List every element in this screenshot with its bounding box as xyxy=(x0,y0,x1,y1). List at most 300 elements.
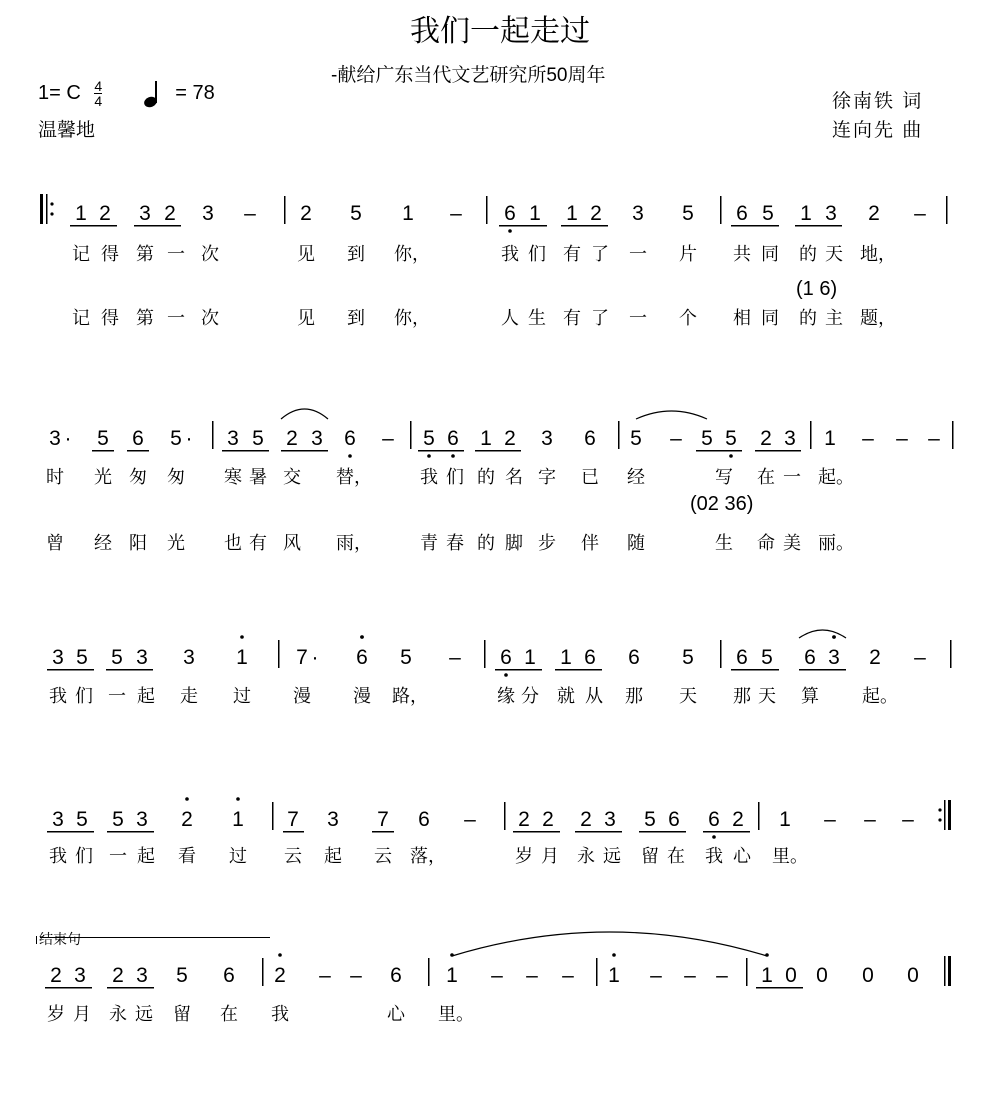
barline xyxy=(946,196,948,224)
barline xyxy=(486,196,488,224)
quarter-note-icon xyxy=(144,81,160,107)
high-octave-dot xyxy=(240,635,244,639)
low-octave-dot xyxy=(427,454,431,458)
jianpu-note: 1 xyxy=(402,202,414,225)
underline-beam xyxy=(127,450,149,452)
jianpu-note: 2 xyxy=(300,202,312,225)
lyric-syllable: 阳 xyxy=(129,533,147,553)
lyric-syllable: 第 xyxy=(136,308,154,328)
lyric-syllable: 暑 xyxy=(249,467,267,487)
lyric-syllable: 起。 xyxy=(818,467,854,487)
lyric-syllable: 名 xyxy=(505,467,523,487)
jianpu-note: 6 xyxy=(628,646,640,669)
lyric-syllable: 留 xyxy=(173,1004,191,1024)
lyric-syllable: 风 xyxy=(283,533,301,553)
jianpu-note: – xyxy=(562,964,574,987)
lyric-syllable: 里。 xyxy=(772,846,808,866)
jianpu-note: 1 xyxy=(566,202,578,225)
lyric-syllable: 一 xyxy=(167,308,185,328)
jianpu-note: – xyxy=(449,646,461,669)
lyric-syllable: 了 xyxy=(591,308,609,328)
lyric-syllable: 漫 xyxy=(293,686,311,706)
jianpu-note: – xyxy=(684,964,696,987)
lyric-syllable: 路， xyxy=(392,686,428,706)
lyric-syllable: 记 xyxy=(72,308,90,328)
jianpu-note: 7 xyxy=(296,646,308,669)
jianpu-note: 6 xyxy=(132,427,144,450)
jianpu-note: – xyxy=(382,427,394,450)
underline-beam xyxy=(222,450,269,452)
lyric-syllable: 就 xyxy=(557,686,575,706)
jianpu-note: 0 xyxy=(862,964,874,987)
lyric-syllable: 雨， xyxy=(336,533,372,553)
lyric-syllable: 到 xyxy=(347,244,365,264)
lyric-syllable: 伴 xyxy=(581,533,599,553)
lyric-syllable: 步 xyxy=(538,533,556,553)
jianpu-note: 6 xyxy=(668,808,680,831)
jianpu-note: 2 xyxy=(181,808,193,831)
lyric-syllable: 天 xyxy=(825,244,843,264)
repeat-end-barline xyxy=(944,800,946,830)
jianpu-note: 2 xyxy=(504,427,516,450)
lyric-syllable: 到 xyxy=(347,308,365,328)
lyric-syllable: 相 xyxy=(733,308,751,328)
jianpu-note: – xyxy=(914,646,926,669)
jianpu-note: 2 xyxy=(112,964,124,987)
underline-beam xyxy=(795,225,842,227)
lyric-syllable: 远 xyxy=(135,1004,153,1024)
jianpu-note: · xyxy=(311,646,319,669)
alternate-notes: (1 6) xyxy=(796,278,838,300)
lyrics-verse-1 xyxy=(0,240,1000,270)
underline-beam xyxy=(70,225,117,227)
jianpu-note: · xyxy=(64,427,72,450)
jianpu-note: 2 xyxy=(590,202,602,225)
jianpu-note: 6 xyxy=(447,427,459,450)
lyric-syllable: 岁 xyxy=(47,1004,65,1024)
jianpu-note: 0 xyxy=(785,964,797,987)
jianpu-note: 7 xyxy=(377,808,389,831)
jianpu-note: 3 xyxy=(52,646,64,669)
tempo-value: = 78 xyxy=(175,81,215,104)
jianpu-note: – xyxy=(862,427,874,450)
jianpu-note: 1 xyxy=(608,964,620,987)
lyric-syllable: 交 xyxy=(283,467,301,487)
jianpu-note: 3 xyxy=(327,808,339,831)
lyric-syllable: 脚 xyxy=(505,533,523,553)
lyric-syllable: 时 xyxy=(46,467,64,487)
jianpu-note: – xyxy=(864,808,876,831)
barline xyxy=(720,640,722,668)
lyric-syllable: 过 xyxy=(229,846,247,866)
jianpu-note: 2 xyxy=(542,808,554,831)
barline xyxy=(950,640,952,668)
barline xyxy=(284,196,286,224)
jianpu-note: 2 xyxy=(286,427,298,450)
lyric-syllable: 同 xyxy=(761,308,779,328)
underline-beam xyxy=(696,450,742,452)
underline-beam xyxy=(513,831,560,833)
lyric-syllable: 过 xyxy=(233,686,251,706)
underline-beam xyxy=(755,450,801,452)
underline-beam xyxy=(731,225,779,227)
high-octave-dot xyxy=(185,797,189,801)
high-octave-dot xyxy=(832,635,836,639)
lyric-syllable: 起 xyxy=(137,846,155,866)
lyric-syllable: 们 xyxy=(75,686,93,706)
jianpu-note: 3 xyxy=(139,202,151,225)
lyric-syllable: 记 xyxy=(72,244,90,264)
barline xyxy=(212,421,214,449)
tie-slur xyxy=(799,630,846,638)
lyric-syllable: 生 xyxy=(715,533,733,553)
lyric-syllable: 漫 xyxy=(353,686,371,706)
expression-mark: 温馨地 xyxy=(38,120,96,141)
underline-beam xyxy=(756,987,803,989)
lyric-syllable: 永 xyxy=(109,1004,127,1024)
lyric-syllable: 我 xyxy=(49,846,67,866)
lyric-syllable: 题， xyxy=(860,308,896,328)
lyric-syllable: 一 xyxy=(167,244,185,264)
barline xyxy=(484,640,486,668)
low-octave-dot xyxy=(348,454,352,458)
lyric-syllable: 起 xyxy=(137,686,155,706)
barline xyxy=(262,958,264,986)
lyric-syllable: 那 xyxy=(733,686,751,706)
jianpu-note: 2 xyxy=(869,646,881,669)
lyric-syllable: 在 xyxy=(220,1004,238,1024)
lyric-syllable: 起 xyxy=(324,846,342,866)
underline-beam xyxy=(107,987,154,989)
jianpu-note: – xyxy=(350,964,362,987)
jianpu-note: 3 xyxy=(604,808,616,831)
jianpu-note: 2 xyxy=(580,808,592,831)
jianpu-note: 2 xyxy=(50,964,62,987)
lyric-syllable: 匆 xyxy=(167,467,185,487)
jianpu-note: 5 xyxy=(111,646,123,669)
lyric-syllable: 心 xyxy=(387,1004,405,1024)
jianpu-note: 5 xyxy=(423,427,435,450)
jianpu-note: 2 xyxy=(164,202,176,225)
jianpu-note: 6 xyxy=(500,646,512,669)
underline-beam xyxy=(47,669,94,671)
lyric-syllable: 起。 xyxy=(862,686,898,706)
lyrics-verse-1 xyxy=(0,842,1000,872)
lyric-syllable: 们 xyxy=(528,244,546,264)
jianpu-note: 2 xyxy=(868,202,880,225)
underline-beam xyxy=(45,987,92,989)
score-line-1 xyxy=(0,190,1000,350)
jianpu-note: – xyxy=(650,964,662,987)
underline-beam xyxy=(639,831,686,833)
score-line-4 xyxy=(0,796,1000,956)
underline-beam xyxy=(134,225,181,227)
lyric-syllable: 心 xyxy=(733,846,751,866)
jianpu-note: 6 xyxy=(736,202,748,225)
score-line-5 xyxy=(0,952,1000,1112)
lyric-syllable: 共 xyxy=(733,244,751,264)
jianpu-note: 6 xyxy=(344,427,356,450)
score-line-3 xyxy=(0,634,1000,794)
jianpu-note: 5 xyxy=(682,202,694,225)
jianpu-note: 5 xyxy=(630,427,642,450)
lyric-syllable: 的 xyxy=(477,533,495,553)
lyric-syllable: 月 xyxy=(541,846,559,866)
jianpu-note: – xyxy=(824,808,836,831)
jianpu-note: 1 xyxy=(560,646,572,669)
alternate-notes: (02 36) xyxy=(690,493,754,515)
jianpu-note: 5 xyxy=(725,427,737,450)
jianpu-note: 3 xyxy=(784,427,796,450)
jianpu-note: – xyxy=(928,427,940,450)
jianpu-note: 3 xyxy=(227,427,239,450)
jianpu-note: 6 xyxy=(390,964,402,987)
jianpu-note: 5 xyxy=(762,202,774,225)
lyric-syllable: 我 xyxy=(705,846,723,866)
jianpu-note: 5 xyxy=(170,427,182,450)
jianpu-note: 3 xyxy=(183,646,195,669)
jianpu-note: 3 xyxy=(136,964,148,987)
score-line-2 xyxy=(0,415,1000,575)
barline xyxy=(272,802,274,830)
jianpu-note: – xyxy=(716,964,728,987)
lyric-syllable: 岁 xyxy=(515,846,533,866)
barline xyxy=(720,196,722,224)
key-signature xyxy=(38,79,215,108)
underline-beam xyxy=(418,450,464,452)
underline-beam xyxy=(47,831,94,833)
barline xyxy=(952,421,954,449)
lyric-syllable: 主 xyxy=(825,308,843,328)
underline-beam xyxy=(561,225,608,227)
jianpu-note: 5 xyxy=(400,646,412,669)
lyric-syllable: 写 xyxy=(715,467,733,487)
lyric-syllable: 人 xyxy=(501,308,519,328)
low-octave-dot xyxy=(508,229,512,233)
barline xyxy=(810,421,812,449)
lyric-syllable: 在 xyxy=(757,467,775,487)
lyric-syllable: 我 xyxy=(49,686,67,706)
jianpu-note: 1 xyxy=(236,646,248,669)
lyric-syllable: 我 xyxy=(420,467,438,487)
jianpu-note: 5 xyxy=(176,964,188,987)
jianpu-note: 5 xyxy=(701,427,713,450)
lyric-syllable: 字 xyxy=(538,467,556,487)
jianpu-note: 3 xyxy=(136,808,148,831)
underline-beam xyxy=(799,669,846,671)
jianpu-note: 0 xyxy=(816,964,828,987)
barline xyxy=(596,958,598,986)
jianpu-note: 5 xyxy=(252,427,264,450)
lyric-syllable: 丽。 xyxy=(818,533,854,553)
barline xyxy=(278,640,280,668)
underline-beam xyxy=(475,450,521,452)
jianpu-note: 1 xyxy=(761,964,773,987)
lyric-syllable: 从 xyxy=(585,686,603,706)
lyric-syllable: 春 xyxy=(446,533,464,553)
lyric-syllable: 云 xyxy=(284,846,302,866)
barline xyxy=(428,958,430,986)
jianpu-note: 3 xyxy=(52,808,64,831)
jianpu-note: 5 xyxy=(761,646,773,669)
lyric-syllable: 一 xyxy=(108,686,126,706)
jianpu-note: 1 xyxy=(800,202,812,225)
lyrics-verse-1 xyxy=(0,682,1000,712)
jianpu-note: 0 xyxy=(907,964,919,987)
high-octave-dot xyxy=(236,797,240,801)
lyric-syllable: 有 xyxy=(563,244,581,264)
barline xyxy=(746,958,748,986)
jianpu-note: 3 xyxy=(541,427,553,450)
jianpu-note: 3 xyxy=(74,964,86,987)
jianpu-note: 6 xyxy=(584,646,596,669)
lyric-syllable: 生 xyxy=(528,308,546,328)
jianpu-note: 6 xyxy=(708,808,720,831)
lyric-syllable: 同 xyxy=(761,244,779,264)
underline-beam xyxy=(575,831,622,833)
jianpu-note: – xyxy=(914,202,926,225)
lyric-syllable: 留 xyxy=(641,846,659,866)
lyric-syllable: 的 xyxy=(477,467,495,487)
jianpu-note: 7 xyxy=(287,808,299,831)
low-octave-dot xyxy=(451,454,455,458)
high-octave-dot xyxy=(278,953,282,957)
lyrics-verse-1 xyxy=(0,463,1000,493)
lyric-syllable: 得 xyxy=(101,308,119,328)
tie-slur xyxy=(281,409,328,419)
lyric-syllable: 月 xyxy=(73,1004,91,1024)
jianpu-note: 1 xyxy=(75,202,87,225)
composer-credit: 连向先 曲 xyxy=(832,120,924,141)
jianpu-note: 3 xyxy=(49,427,61,450)
ending-bracket xyxy=(40,937,270,938)
jianpu-note: 1 xyxy=(480,427,492,450)
lyric-syllable: 你， xyxy=(394,244,430,264)
lyric-syllable: 得 xyxy=(101,244,119,264)
lyric-syllable: 青 xyxy=(420,533,438,553)
lyric-syllable: 你， xyxy=(394,308,430,328)
underline-beam xyxy=(731,669,779,671)
jianpu-note: 5 xyxy=(350,202,362,225)
lyric-syllable: 光 xyxy=(167,533,185,553)
lyric-syllable: 已 xyxy=(581,467,599,487)
lyricist-credit: 徐南铁 词 xyxy=(832,91,924,112)
low-octave-dot xyxy=(729,454,733,458)
jianpu-note: 2 xyxy=(518,808,530,831)
song-subtitle: -献给广东当代文艺研究所50周年 xyxy=(331,65,606,86)
jianpu-note: 5 xyxy=(682,646,694,669)
lyric-syllable: 落， xyxy=(410,846,446,866)
tie-slur xyxy=(636,411,707,419)
lyric-syllable: 一 xyxy=(783,467,801,487)
high-octave-dot xyxy=(612,953,616,957)
lyric-syllable: 们 xyxy=(446,467,464,487)
jianpu-note: 6 xyxy=(584,427,596,450)
lyric-syllable: 缘 xyxy=(497,686,515,706)
jianpu-note: – xyxy=(450,202,462,225)
barline xyxy=(618,421,620,449)
lyric-syllable: 寒 xyxy=(224,467,242,487)
lyric-syllable: 命 xyxy=(757,533,775,553)
jianpu-note: 5 xyxy=(76,808,88,831)
underline-beam xyxy=(92,450,114,452)
jianpu-note: 6 xyxy=(504,202,516,225)
lyrics-verse-1 xyxy=(0,1000,1000,1030)
lyric-syllable: 的 xyxy=(799,244,817,264)
jianpu-note: 1 xyxy=(232,808,244,831)
jianpu-note: 5 xyxy=(112,808,124,831)
jianpu-note: 3 xyxy=(311,427,323,450)
underline-beam xyxy=(372,831,394,833)
lyric-syllable: 片 xyxy=(679,244,697,264)
lyric-syllable: 远 xyxy=(603,846,621,866)
jianpu-note: 6 xyxy=(736,646,748,669)
jianpu-note: 1 xyxy=(824,427,836,450)
lyric-syllable: 次 xyxy=(201,244,219,264)
jianpu-note: 6 xyxy=(418,808,430,831)
jianpu-note: 1 xyxy=(529,202,541,225)
jianpu-note: 3 xyxy=(202,202,214,225)
jianpu-note: 6 xyxy=(356,646,368,669)
jianpu-note: – xyxy=(902,808,914,831)
jianpu-note: 3 xyxy=(825,202,837,225)
lyric-syllable: 地， xyxy=(860,244,896,264)
underline-beam xyxy=(555,669,602,671)
lyrics-verse-2 xyxy=(0,529,1000,559)
lyric-syllable: 经 xyxy=(94,533,112,553)
lyric-syllable: 我 xyxy=(501,244,519,264)
lyric-syllable: 云 xyxy=(374,846,392,866)
low-octave-dot xyxy=(504,673,508,677)
lyric-syllable: 了 xyxy=(591,244,609,264)
ending-label: 结束句 xyxy=(36,929,81,949)
jianpu-note: – xyxy=(491,964,503,987)
underline-beam xyxy=(281,450,328,452)
barline xyxy=(410,421,412,449)
underline-beam xyxy=(495,669,542,671)
lyric-syllable: 一 xyxy=(109,846,127,866)
lyric-syllable: 看 xyxy=(178,846,196,866)
jianpu-note: – xyxy=(464,808,476,831)
lyric-syllable: 美 xyxy=(783,533,801,553)
jianpu-note: 1 xyxy=(779,808,791,831)
jianpu-note: – xyxy=(319,964,331,987)
time-bottom: 4 xyxy=(94,93,103,109)
lyric-syllable: 第 xyxy=(136,244,154,264)
jianpu-note: 5 xyxy=(97,427,109,450)
jianpu-note: – xyxy=(896,427,908,450)
underline-beam xyxy=(703,831,750,833)
barline xyxy=(504,802,506,830)
jianpu-note: 2 xyxy=(760,427,772,450)
lyric-syllable: 匆 xyxy=(129,467,147,487)
lyric-syllable: 永 xyxy=(577,846,595,866)
lyric-syllable: 在 xyxy=(667,846,685,866)
jianpu-note: 5 xyxy=(644,808,656,831)
barline xyxy=(758,802,760,830)
lyric-syllable: 个 xyxy=(679,308,697,328)
lyric-syllable: 次 xyxy=(201,308,219,328)
jianpu-note: 2 xyxy=(274,964,286,987)
final-barline xyxy=(944,956,946,986)
lyric-syllable: 们 xyxy=(75,846,93,866)
lyric-syllable: 走 xyxy=(180,686,198,706)
song-title: 我们一起走过 xyxy=(410,14,590,49)
jianpu-note: 6 xyxy=(223,964,235,987)
key-label: 1= C xyxy=(38,81,81,104)
jianpu-note: 3 xyxy=(136,646,148,669)
jianpu-note: 1 xyxy=(524,646,536,669)
